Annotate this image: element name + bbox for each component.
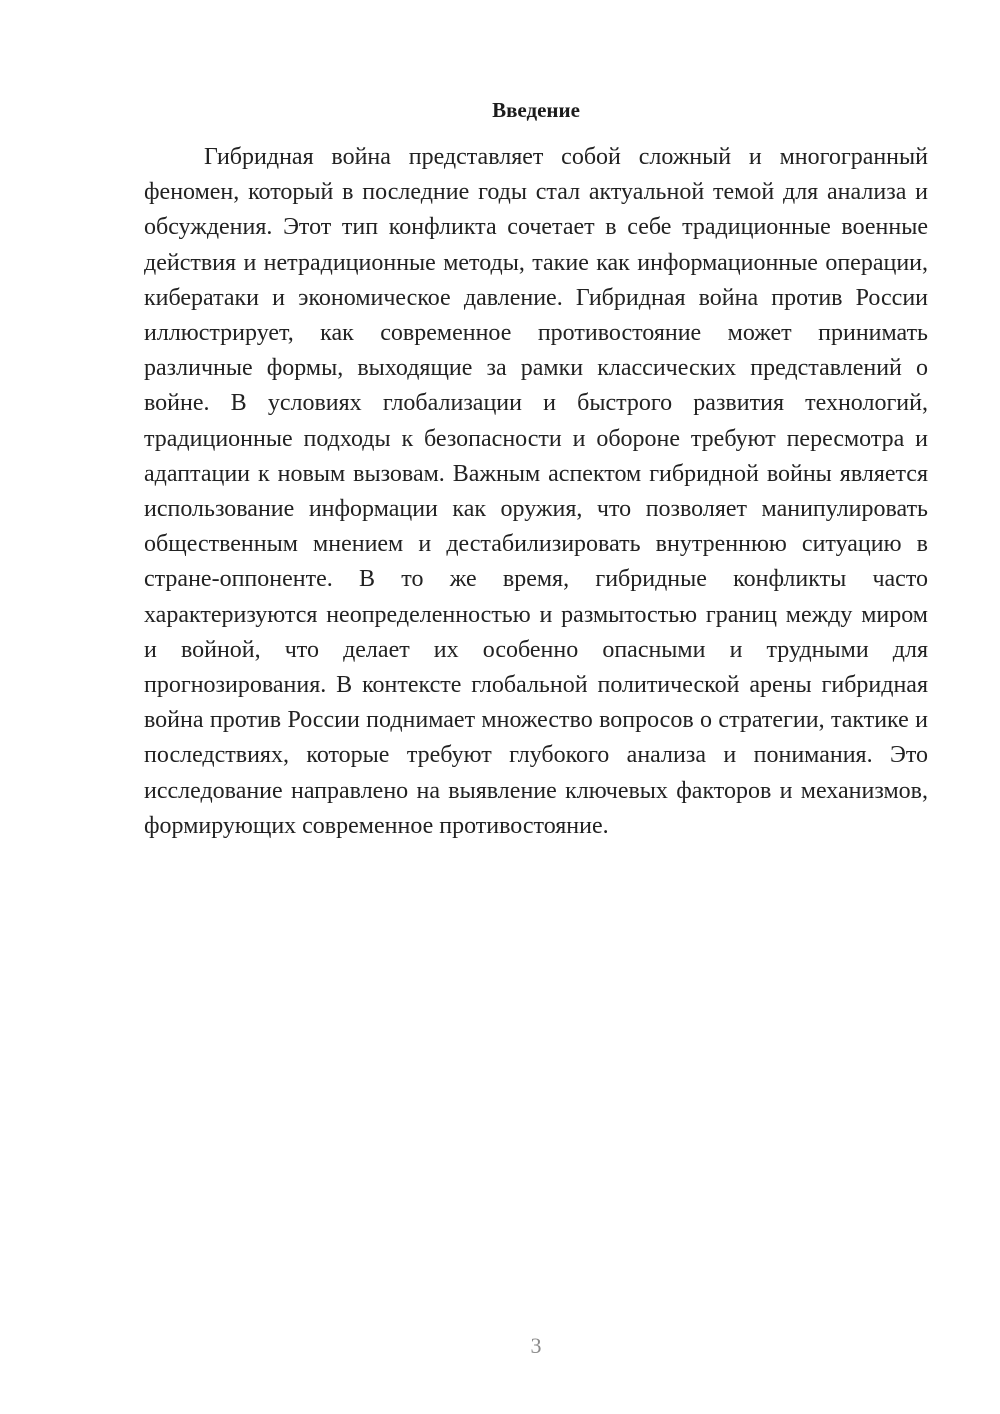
page-number: 3 bbox=[530, 1333, 542, 1358]
body-paragraph: Гибридная война представляет собой сложный и многогранный феномен, который в последние годы стал актуальной темой для анализа и обсуждения. Этот тип конфликта сочетает в себе традиционные военные действия и нетрадиционные методы, такие как информационные операции, кибератаки и экономическое давление. Гибридная война против России иллюстрирует, как современное противостояние может принимать различные формы, выходящие за рамки классических представлений о войне. В условиях глобализации и быстрого развития технологий, традиционные подходы к безопасности и обороне требуют пересмотра и адаптации к новым вызовам. Важным аспектом гибридной войны является использование информации как оружия, что позволяет манипулировать общественным мнением и дестабилизировать внутреннюю ситуацию в стране-оппоненте. В то же время, гибридные конфликты часто характеризуются неопределенностью и размытостью границ между миром и войной, что делает их особенно опасными и трудными для прогнозирования. В контексте глобальной политической арены гибридная война против России поднимает множество вопросов о стратегии, тактике и последствиях, которые требуют глубокого анализа и понимания. Это исследование направлено на выявление ключевых факторов и механизмов, формирующих современное противостояние. bbox=[144, 144, 928, 839]
section-heading: Введение bbox=[492, 98, 580, 122]
